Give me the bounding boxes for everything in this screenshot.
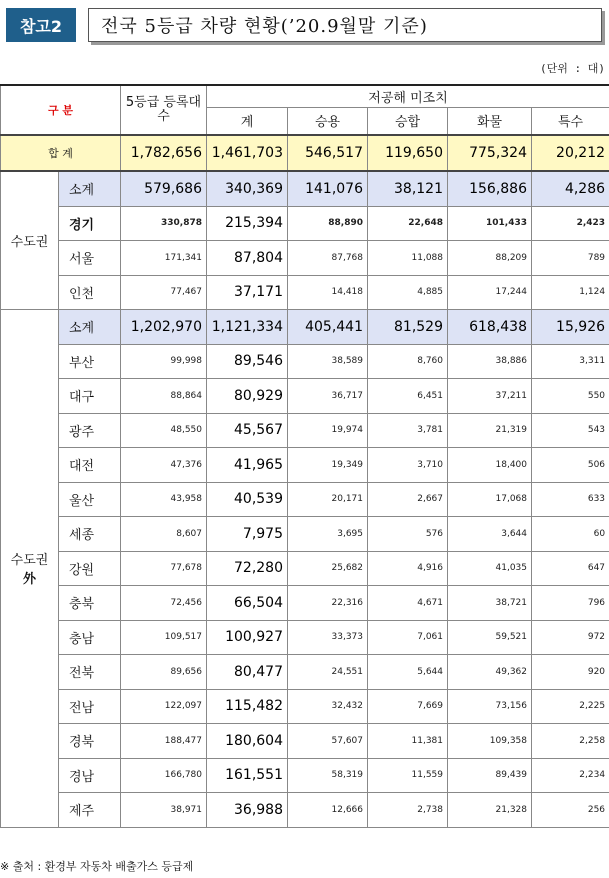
cell: 77,467 — [121, 275, 207, 310]
table-row — [1, 517, 609, 552]
report-header — [6, 8, 602, 42]
cell: 87,768 — [288, 241, 368, 276]
cell: 119,650 — [368, 135, 448, 171]
cell: 2,738 — [368, 793, 448, 828]
total-label: 합 계 — [1, 135, 121, 171]
table-row — [1, 310, 609, 345]
cell: 546,517 — [288, 135, 368, 171]
table-row — [1, 655, 609, 690]
row-label: 강원 — [59, 551, 121, 586]
header-sub: 승용 — [288, 107, 368, 135]
table-row — [1, 448, 609, 483]
cell: 180,604 — [207, 724, 288, 759]
cell: 109,517 — [121, 620, 207, 655]
row-label: 광주 — [59, 413, 121, 448]
cell: 73,156 — [448, 689, 532, 724]
cell: 330,878 — [121, 206, 207, 241]
row-label: 경기 — [59, 206, 121, 241]
cell: 99,998 — [121, 344, 207, 379]
cell: 80,929 — [207, 379, 288, 414]
cell: 775,324 — [448, 135, 532, 171]
region-label: 수도권 — [10, 553, 49, 569]
table-row — [1, 206, 609, 241]
table-row — [1, 482, 609, 517]
cell: 89,439 — [448, 758, 532, 793]
cell: 405,441 — [288, 310, 368, 345]
total-row — [1, 135, 609, 171]
cell: 1,202,970 — [121, 310, 207, 345]
cell: 33,373 — [288, 620, 368, 655]
cell: 17,068 — [448, 482, 532, 517]
cell: 17,244 — [448, 275, 532, 310]
cell: 19,974 — [288, 413, 368, 448]
row-label: 대전 — [59, 448, 121, 483]
header-group: 저공해 미조치 — [207, 85, 609, 107]
cell: 8,760 — [368, 344, 448, 379]
cell: 77,678 — [121, 551, 207, 586]
row-label: 세종 — [59, 517, 121, 552]
cell: 3,781 — [368, 413, 448, 448]
row-label: 전남 — [59, 689, 121, 724]
cell: 4,286 — [532, 171, 609, 206]
table-row — [1, 551, 609, 586]
cell: 41,965 — [207, 448, 288, 483]
cell: 22,648 — [368, 206, 448, 241]
cell: 256 — [532, 793, 609, 828]
cell: 4,885 — [368, 275, 448, 310]
cell: 18,400 — [448, 448, 532, 483]
cell: 21,319 — [448, 413, 532, 448]
cell: 15,926 — [532, 310, 609, 345]
cell: 2,258 — [532, 724, 609, 759]
cell: 38,886 — [448, 344, 532, 379]
cell: 579,686 — [121, 171, 207, 206]
cell: 1,782,656 — [121, 135, 207, 171]
cell: 647 — [532, 551, 609, 586]
cell: 920 — [532, 655, 609, 690]
cell: 789 — [532, 241, 609, 276]
cell: 11,088 — [368, 241, 448, 276]
row-label: 울산 — [59, 482, 121, 517]
table-row — [1, 275, 609, 310]
cell: 36,717 — [288, 379, 368, 414]
row-label: 인천 — [59, 275, 121, 310]
cell: 14,418 — [288, 275, 368, 310]
cell: 2,423 — [532, 206, 609, 241]
header-category: 구 분 — [1, 85, 121, 135]
region-cell — [1, 310, 59, 828]
cell: 618,438 — [448, 310, 532, 345]
header-sub: 승합 — [368, 107, 448, 135]
cell: 41,035 — [448, 551, 532, 586]
cell: 156,886 — [448, 171, 532, 206]
cell: 141,076 — [288, 171, 368, 206]
cell: 1,124 — [532, 275, 609, 310]
row-label: 경남 — [59, 758, 121, 793]
cell: 576 — [368, 517, 448, 552]
table-row — [1, 344, 609, 379]
cell: 3,695 — [288, 517, 368, 552]
section-badge: 참고2 — [6, 8, 76, 42]
table-row — [1, 724, 609, 759]
cell: 3,710 — [368, 448, 448, 483]
cell: 550 — [532, 379, 609, 414]
cell: 38,589 — [288, 344, 368, 379]
cell: 57,607 — [288, 724, 368, 759]
row-label: 부산 — [59, 344, 121, 379]
cell: 122,097 — [121, 689, 207, 724]
cell: 972 — [532, 620, 609, 655]
row-label: 충남 — [59, 620, 121, 655]
cell: 506 — [532, 448, 609, 483]
cell: 543 — [532, 413, 609, 448]
cell: 100,927 — [207, 620, 288, 655]
cell: 87,804 — [207, 241, 288, 276]
cell: 38,971 — [121, 793, 207, 828]
cell: 80,477 — [207, 655, 288, 690]
cell: 2,225 — [532, 689, 609, 724]
cell: 36,988 — [207, 793, 288, 828]
table-row — [1, 241, 609, 276]
row-label: 소계 — [59, 171, 121, 206]
cell: 88,890 — [288, 206, 368, 241]
cell: 166,780 — [121, 758, 207, 793]
cell: 188,477 — [121, 724, 207, 759]
cell: 1,121,334 — [207, 310, 288, 345]
row-label: 전북 — [59, 655, 121, 690]
cell: 2,667 — [368, 482, 448, 517]
cell: 171,341 — [121, 241, 207, 276]
cell: 48,550 — [121, 413, 207, 448]
unit-note: (단위 : 대) — [540, 62, 605, 75]
row-label: 소계 — [59, 310, 121, 345]
cell: 49,362 — [448, 655, 532, 690]
cell: 21,328 — [448, 793, 532, 828]
cell: 3,644 — [448, 517, 532, 552]
cell: 6,451 — [368, 379, 448, 414]
cell: 37,171 — [207, 275, 288, 310]
cell: 8,607 — [121, 517, 207, 552]
cell: 22,316 — [288, 586, 368, 621]
row-label: 제주 — [59, 793, 121, 828]
row-label: 서울 — [59, 241, 121, 276]
table-row — [1, 586, 609, 621]
region-label: 수도권 — [10, 235, 49, 250]
row-label: 경북 — [59, 724, 121, 759]
cell: 37,211 — [448, 379, 532, 414]
cell: 38,121 — [368, 171, 448, 206]
cell: 60 — [532, 517, 609, 552]
source-footnote: ※ 출처 : 환경부 자동차 배출가스 등급제 — [0, 860, 194, 873]
cell: 43,958 — [121, 482, 207, 517]
document-title: 전국 5등급 차량 현황(’20.9월말 기준) — [88, 8, 602, 42]
cell: 19,349 — [288, 448, 368, 483]
cell: 3,311 — [532, 344, 609, 379]
region-cell — [1, 171, 59, 310]
region-suffix: 外 — [22, 572, 36, 588]
cell: 340,369 — [207, 171, 288, 206]
cell: 5,644 — [368, 655, 448, 690]
cell: 72,456 — [121, 586, 207, 621]
cell: 1,461,703 — [207, 135, 288, 171]
cell: 796 — [532, 586, 609, 621]
cell: 2,234 — [532, 758, 609, 793]
cell: 4,916 — [368, 551, 448, 586]
cell: 66,504 — [207, 586, 288, 621]
cell: 25,682 — [288, 551, 368, 586]
cell: 633 — [532, 482, 609, 517]
cell: 38,721 — [448, 586, 532, 621]
cell: 12,666 — [288, 793, 368, 828]
table-row — [1, 171, 609, 206]
cell: 101,433 — [448, 206, 532, 241]
cell: 161,551 — [207, 758, 288, 793]
header-sub: 계 — [207, 107, 288, 135]
cell: 4,671 — [368, 586, 448, 621]
cell: 88,209 — [448, 241, 532, 276]
row-label: 대구 — [59, 379, 121, 414]
cell: 7,669 — [368, 689, 448, 724]
cell: 109,358 — [448, 724, 532, 759]
cell: 72,280 — [207, 551, 288, 586]
cell: 11,559 — [368, 758, 448, 793]
cell: 24,551 — [288, 655, 368, 690]
cell: 115,482 — [207, 689, 288, 724]
row-label: 충북 — [59, 586, 121, 621]
cell: 59,521 — [448, 620, 532, 655]
header-registered: 5등급 등록대수 — [121, 85, 207, 135]
cell: 7,975 — [207, 517, 288, 552]
cell: 58,319 — [288, 758, 368, 793]
cell: 81,529 — [368, 310, 448, 345]
cell: 89,656 — [121, 655, 207, 690]
cell: 7,061 — [368, 620, 448, 655]
table-row — [1, 793, 609, 828]
cell: 40,539 — [207, 482, 288, 517]
table-row — [1, 620, 609, 655]
cell: 32,432 — [288, 689, 368, 724]
cell: 88,864 — [121, 379, 207, 414]
cell: 47,376 — [121, 448, 207, 483]
cell: 89,546 — [207, 344, 288, 379]
table-row — [1, 689, 609, 724]
vehicle-table — [0, 84, 609, 828]
header-sub: 화물 — [448, 107, 532, 135]
table-row — [1, 379, 609, 414]
table-row — [1, 758, 609, 793]
cell: 215,394 — [207, 206, 288, 241]
table-row — [1, 413, 609, 448]
header-sub: 특수 — [532, 107, 609, 135]
cell: 45,567 — [207, 413, 288, 448]
cell: 20,212 — [532, 135, 609, 171]
cell: 11,381 — [368, 724, 448, 759]
cell: 20,171 — [288, 482, 368, 517]
